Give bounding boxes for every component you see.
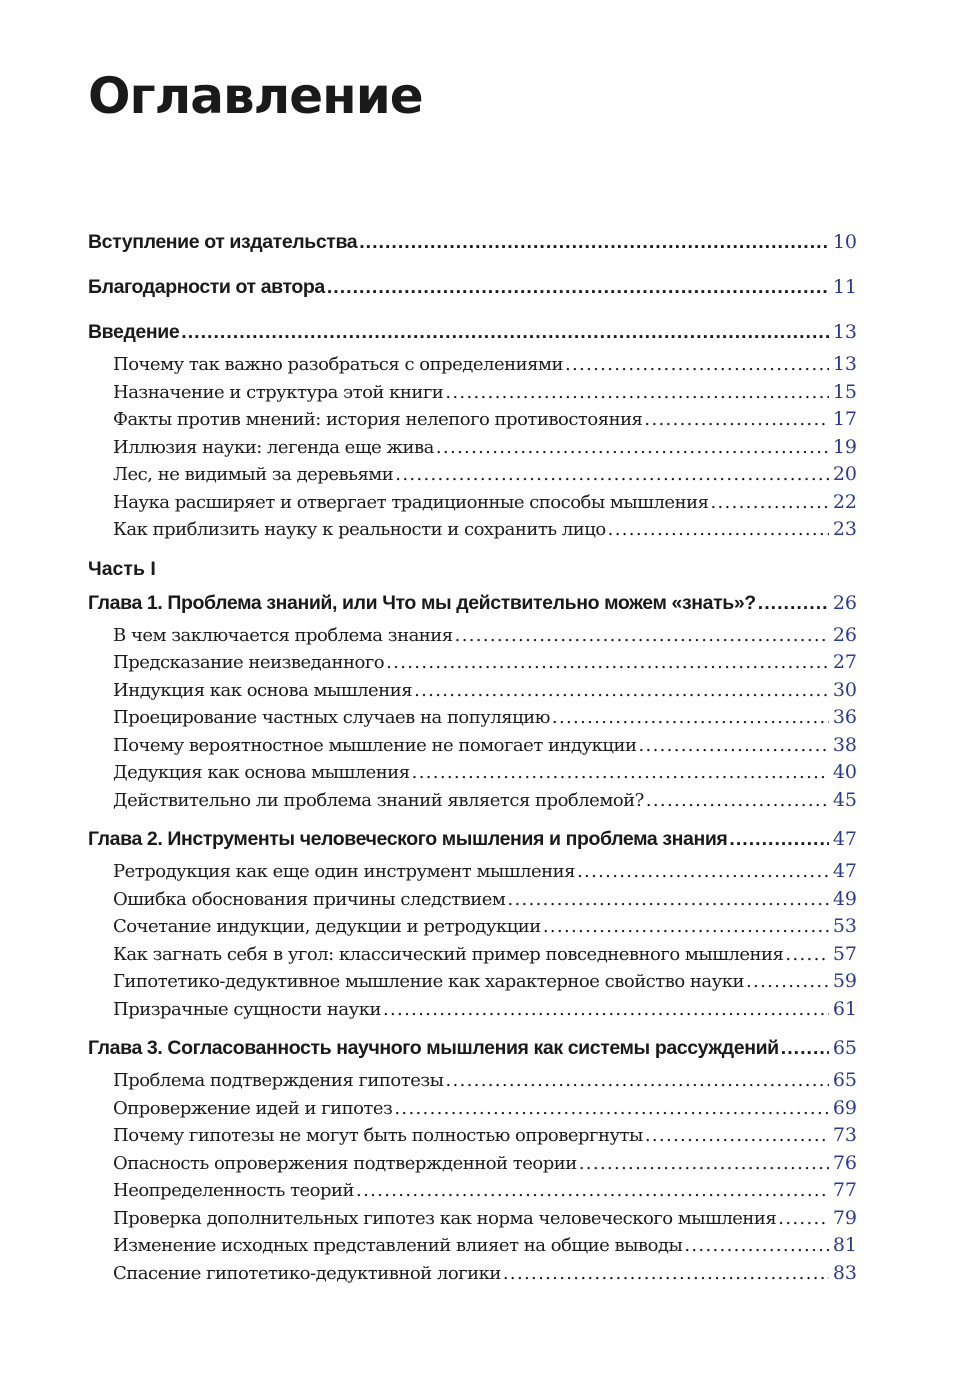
toc-section-entry[interactable] xyxy=(88,489,857,517)
dot-leader xyxy=(710,489,829,517)
toc-page-number: 22 xyxy=(832,490,857,513)
toc-entry-label: Факты против мнений: история нелепого противостояния xyxy=(113,409,643,430)
toc-section-entry[interactable] xyxy=(88,677,857,705)
toc-page-number: 57 xyxy=(832,942,857,965)
toc-page-number: 15 xyxy=(832,380,857,403)
toc-page-number: 19 xyxy=(832,435,857,458)
toc-entry-label: Проверка дополнительных гипотез как норма человеческого мышления xyxy=(113,1207,777,1229)
toc-section-entry[interactable] xyxy=(88,622,857,650)
dot-leader xyxy=(356,1177,829,1205)
toc-page-number: 10 xyxy=(832,231,857,253)
dot-leader xyxy=(543,913,829,941)
toc-page-number: 83 xyxy=(832,1261,857,1284)
toc-entry-label: Неопределенность теорий xyxy=(113,1180,355,1201)
toc-section-entry[interactable] xyxy=(88,996,857,1024)
toc-page-number: 38 xyxy=(832,733,857,756)
toc-chapter-entry[interactable] xyxy=(88,273,857,301)
dot-leader xyxy=(608,516,829,544)
dot-leader xyxy=(383,996,829,1024)
toc-entry-label: Введение xyxy=(88,321,180,343)
toc-entry-label: Проблема подтверждения гипотезы xyxy=(113,1070,444,1091)
toc-chapter-entry[interactable] xyxy=(88,228,857,256)
dot-leader xyxy=(778,1205,829,1233)
toc-entry-label: Проецирование частных случаев на популяцию xyxy=(113,707,550,728)
toc-section-entry[interactable] xyxy=(88,1232,857,1260)
dot-leader xyxy=(414,677,829,705)
dot-leader xyxy=(638,732,829,760)
toc-chapter-entry[interactable] xyxy=(88,318,857,346)
toc-chapter-entry[interactable] xyxy=(88,825,857,853)
toc-entry-label: Почему вероятностное мышление не помогает индукции xyxy=(113,734,637,756)
toc-entry-label: В чем заключается проблема знания xyxy=(113,624,453,646)
toc-entry-label: Вступление от издательства xyxy=(88,231,358,253)
dot-leader xyxy=(684,1232,829,1260)
toc-page-number: 13 xyxy=(832,353,857,375)
toc-section-entry[interactable] xyxy=(88,1260,857,1288)
toc-section-entry[interactable] xyxy=(88,968,857,996)
toc-entry-label: Часть I xyxy=(88,557,156,580)
dot-leader xyxy=(746,968,829,996)
dot-leader xyxy=(646,787,829,815)
toc-section-entry[interactable] xyxy=(88,1067,857,1095)
toc-page-number: 30 xyxy=(832,678,857,701)
toc-page-number: 13 xyxy=(832,321,857,343)
toc-section-entry[interactable] xyxy=(88,351,857,379)
dot-leader xyxy=(503,1260,829,1288)
toc-section-entry[interactable] xyxy=(88,913,857,941)
toc-section-entry[interactable] xyxy=(88,379,857,407)
dot-leader xyxy=(446,1067,830,1095)
toc-entry-label: Опровержение идей и гипотез xyxy=(113,1097,393,1119)
page-title: Оглавление xyxy=(88,67,423,125)
toc-page-number: 26 xyxy=(832,623,857,646)
dot-leader xyxy=(758,589,829,617)
toc-entry-label: Действительно ли проблема знаний является проблемой? xyxy=(113,789,644,811)
dot-leader xyxy=(644,406,829,434)
toc-chapter-entry[interactable] xyxy=(88,1034,857,1062)
dot-leader xyxy=(386,649,829,677)
dot-leader xyxy=(395,461,829,489)
dot-leader xyxy=(445,379,829,407)
toc-section-entry[interactable] xyxy=(88,704,857,732)
toc-entry-label: Глава 2. Инструменты человеческого мышления и проблема знания xyxy=(88,828,728,850)
toc-entry-label: Ошибка обоснования причины следствием xyxy=(113,888,506,910)
toc-section-entry[interactable] xyxy=(88,886,857,914)
toc-entry-label: Индукция как основа мышления xyxy=(113,679,413,701)
dot-leader xyxy=(181,318,829,346)
toc-page-number: 47 xyxy=(832,860,857,882)
toc-section-entry[interactable] xyxy=(88,461,857,489)
toc-entry-label: Сочетание индукции, дедукции и ретродукции xyxy=(113,916,541,937)
toc-chapter-entry[interactable] xyxy=(88,589,857,617)
toc-page-number: 77 xyxy=(832,1179,857,1201)
toc-page-number: 45 xyxy=(832,788,857,811)
toc-page-number: 36 xyxy=(832,706,857,728)
toc-page-number: 47 xyxy=(832,828,857,850)
toc-entry-label: Назначение и структура этой книги xyxy=(113,381,444,403)
dot-leader xyxy=(577,858,829,886)
toc-page-number: 76 xyxy=(832,1151,857,1174)
toc-page-number: 23 xyxy=(832,518,857,540)
dot-leader xyxy=(781,1034,829,1062)
toc-page-number: 65 xyxy=(832,1069,857,1091)
toc-entry-label: Предсказание неизведанного xyxy=(113,652,385,673)
toc-section-entry[interactable] xyxy=(88,406,857,434)
toc-section-entry[interactable] xyxy=(88,941,857,969)
toc-page-number: 49 xyxy=(832,887,857,910)
toc-section-entry[interactable] xyxy=(88,787,857,815)
toc-page-number: 27 xyxy=(832,651,857,673)
dot-leader xyxy=(785,941,829,969)
toc-section-entry[interactable] xyxy=(88,1122,857,1150)
toc-entry-label: Глава 3. Согласованность научного мышления как системы рассуждений xyxy=(88,1037,779,1059)
dot-leader xyxy=(455,622,829,650)
toc-page-number: 81 xyxy=(832,1234,857,1256)
toc-page-number: 53 xyxy=(832,915,857,937)
toc-part-heading xyxy=(88,555,857,583)
toc-entry-label: Гипотетико-дедуктивное мышление как характерное свойство науки xyxy=(113,971,744,992)
toc-section-entry[interactable] xyxy=(88,759,857,787)
toc-section-entry[interactable] xyxy=(88,1095,857,1123)
dot-leader xyxy=(729,825,829,853)
toc-entry-label: Дедукция как основа мышления xyxy=(113,762,410,783)
toc-page-number: 11 xyxy=(832,276,857,298)
dot-leader xyxy=(412,759,829,787)
dot-leader xyxy=(359,228,829,256)
toc-page-number: 61 xyxy=(832,997,857,1020)
dot-leader xyxy=(436,434,829,462)
toc-entry-label: Спасение гипотетико-дедуктивной логики xyxy=(113,1262,501,1284)
toc-entry-label: Как приблизить науку к реальности и сохранить лицо xyxy=(113,519,606,540)
dot-leader xyxy=(565,351,829,379)
toc-page-number: 26 xyxy=(832,591,857,614)
toc-entry-label: Глава 1. Проблема знаний, или Что мы действительно можем «знать»? xyxy=(88,591,756,614)
toc-entry-label: Ретродукция как еще один инструмент мышления xyxy=(113,861,575,882)
toc-entry-label: Почему гипотезы не могут быть полностью опровергнуты xyxy=(113,1125,643,1146)
toc-entry-label: Иллюзия науки: легенда еще жива xyxy=(113,436,434,458)
dot-leader xyxy=(394,1095,829,1123)
dot-leader xyxy=(645,1122,829,1150)
toc-page-number: 40 xyxy=(832,761,857,783)
toc-entry-label: Наука расширяет и отвергает традиционные способы мышления xyxy=(113,491,709,513)
toc-section-entry[interactable] xyxy=(88,1150,857,1178)
toc-entry-label: Изменение исходных представлений влияет на общие выводы xyxy=(113,1235,683,1256)
toc-entry-label: Почему так важно разобраться с определениями xyxy=(113,354,563,375)
toc-section-entry[interactable] xyxy=(88,732,857,760)
toc-section-entry[interactable] xyxy=(88,434,857,462)
table-of-contents xyxy=(88,228,857,1287)
toc-page-number: 65 xyxy=(832,1037,857,1059)
dot-leader xyxy=(552,704,829,732)
toc-page-number: 59 xyxy=(832,970,857,992)
toc-entry-label: Опасность опровержения подтвержденной теории xyxy=(113,1152,577,1174)
toc-section-entry[interactable] xyxy=(88,516,857,544)
dot-leader xyxy=(507,886,829,914)
toc-entry-label: Лес, не видимый за деревьями xyxy=(113,464,394,485)
toc-section-entry[interactable] xyxy=(88,649,857,677)
toc-section-entry[interactable] xyxy=(88,1177,857,1205)
toc-page-number: 20 xyxy=(832,463,857,485)
toc-page-number: 17 xyxy=(832,408,857,430)
toc-page-number: 69 xyxy=(832,1096,857,1119)
toc-section-entry[interactable] xyxy=(88,858,857,886)
toc-entry-label: Призрачные сущности науки xyxy=(113,998,381,1020)
toc-entry-label: Благодарности от автора xyxy=(88,276,325,298)
toc-page-number: 79 xyxy=(832,1206,857,1229)
toc-section-entry[interactable] xyxy=(88,1205,857,1233)
toc-entry-label: Как загнать себя в угол: классический пример повседневного мышления xyxy=(113,943,784,965)
dot-leader xyxy=(327,273,829,301)
toc-page-number: 73 xyxy=(832,1124,857,1146)
dot-leader xyxy=(579,1150,829,1178)
